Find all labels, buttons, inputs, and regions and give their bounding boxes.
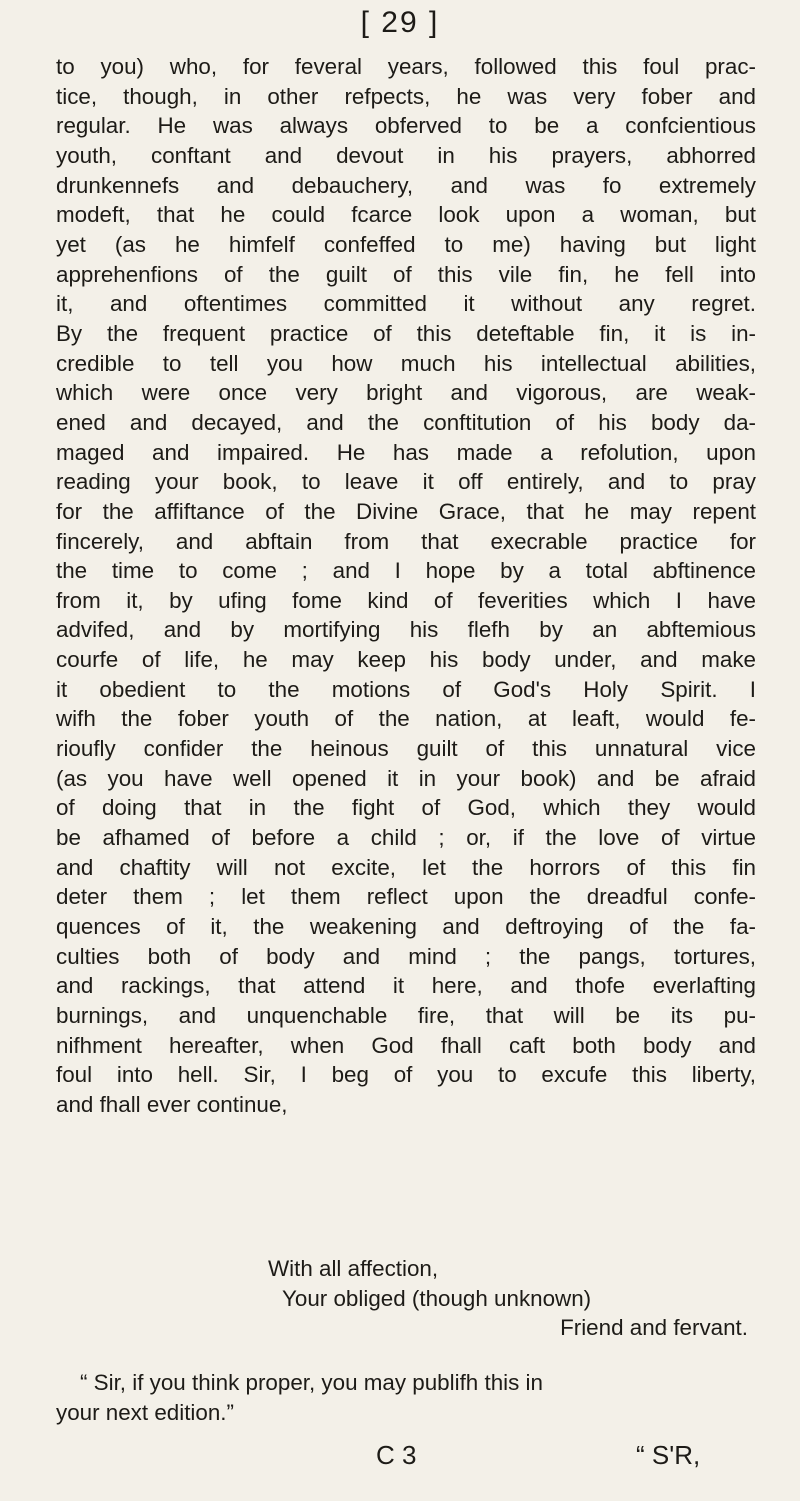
text-line: nifhment hereafter, when God fhall caft both body and: [56, 1032, 756, 1058]
text-line: it, and oftentimes committed it without any regret.: [56, 291, 756, 317]
text-line: fincerely, and abftain from that execrable practice for: [56, 528, 756, 554]
postscript: [56, 1368, 756, 1427]
text-line: of doing that in the fight of God, which they would: [56, 795, 756, 821]
page-number: [ 29 ]: [360, 6, 440, 39]
text-line: quences of it, the weakening and deftroying of the fa-: [56, 914, 756, 940]
text-line: apprehenfions of the guilt of this vile fin, he fell into: [56, 261, 756, 287]
text-line: tice, though, in other refpects, he was very fober and: [56, 83, 756, 109]
text-line: which were once very bright and vigorous, are weak-: [56, 380, 756, 406]
postscript-line: “ Sir, if you think proper, you may publifh this in: [80, 1370, 543, 1395]
page-footer: [0, 1440, 800, 1480]
text-line: modeft, that he could fcarce look upon a woman, but: [56, 202, 756, 228]
text-line: and rackings, that attend it here, and thofe everlafting: [56, 973, 756, 999]
text-line: culties both of body and mind ; the pangs, tortures,: [56, 943, 756, 969]
letter-body: [56, 52, 756, 1120]
text-line: ened and decayed, and the conftitution of his body da-: [56, 409, 756, 435]
signoff-obliged: Your obliged (though unknown): [282, 1285, 592, 1311]
text-line: drunkennefs and debauchery, and was fo extremely: [56, 172, 756, 198]
text-line: and fhall ever continue,: [56, 1091, 288, 1117]
postscript-line: your next edition.”: [56, 1399, 234, 1425]
text-line: courfe of life, he may keep his body under, and make: [56, 647, 756, 673]
text-line: yet (as he himfelf confeffed to me) having but light: [56, 231, 756, 257]
text-line: and chaftity will not excite, let the horrors of this fin: [56, 854, 756, 880]
text-line: By the frequent practice of this deteftable fin, it is in-: [56, 320, 756, 346]
text-line: reading your book, to leave it off entirely, and to pray: [56, 469, 756, 495]
text-line: wifh the fober youth of the nation, at leaft, would fe-: [56, 706, 756, 732]
signoff-closing: With all affection,: [268, 1256, 439, 1281]
text-line: advifed, and by mortifying his flefh by an abftemious: [56, 617, 756, 643]
text-line: deter them ; let them reflect upon the dreadful confe-: [56, 884, 756, 910]
text-line: foul into hell. Sir, I beg of you to excufe this liberty,: [56, 1062, 756, 1088]
text-line: to you) who, for feveral years, followed this foul prac-: [56, 54, 756, 79]
letter-signoff: [56, 1254, 756, 1343]
text-line: for the affiftance of the Divine Grace, that he may repent: [56, 498, 756, 524]
signoff-friend: Friend and fervant.: [560, 1315, 748, 1341]
catchword: “ S'R,: [636, 1440, 701, 1470]
text-line: the time to come ; and I hope by a total abftinence: [56, 558, 756, 584]
text-line: maged and impaired. He has made a refolution, upon: [56, 439, 756, 465]
text-line: credible to tell you how much his intellectual abilities,: [56, 350, 756, 376]
signature-mark: C 3: [376, 1440, 417, 1470]
text-line: be afhamed of before a child ; or, if the love of virtue: [56, 825, 756, 851]
text-line: youth, conftant and devout in his prayers, abhorred: [56, 142, 756, 168]
text-line: it obedient to the motions of God's Holy Spirit. I: [56, 676, 756, 702]
text-line: from it, by ufing fome kind of feverities which I have: [56, 587, 756, 613]
text-line: rioufly confider the heinous guilt of this unnatural vice: [56, 736, 756, 762]
text-line: (as you have well opened it in your book) and be afraid: [56, 765, 756, 791]
text-line: burnings, and unquenchable fire, that will be its pu-: [56, 1003, 756, 1028]
text-line: regular. He was always obferved to be a confcientious: [56, 113, 756, 139]
